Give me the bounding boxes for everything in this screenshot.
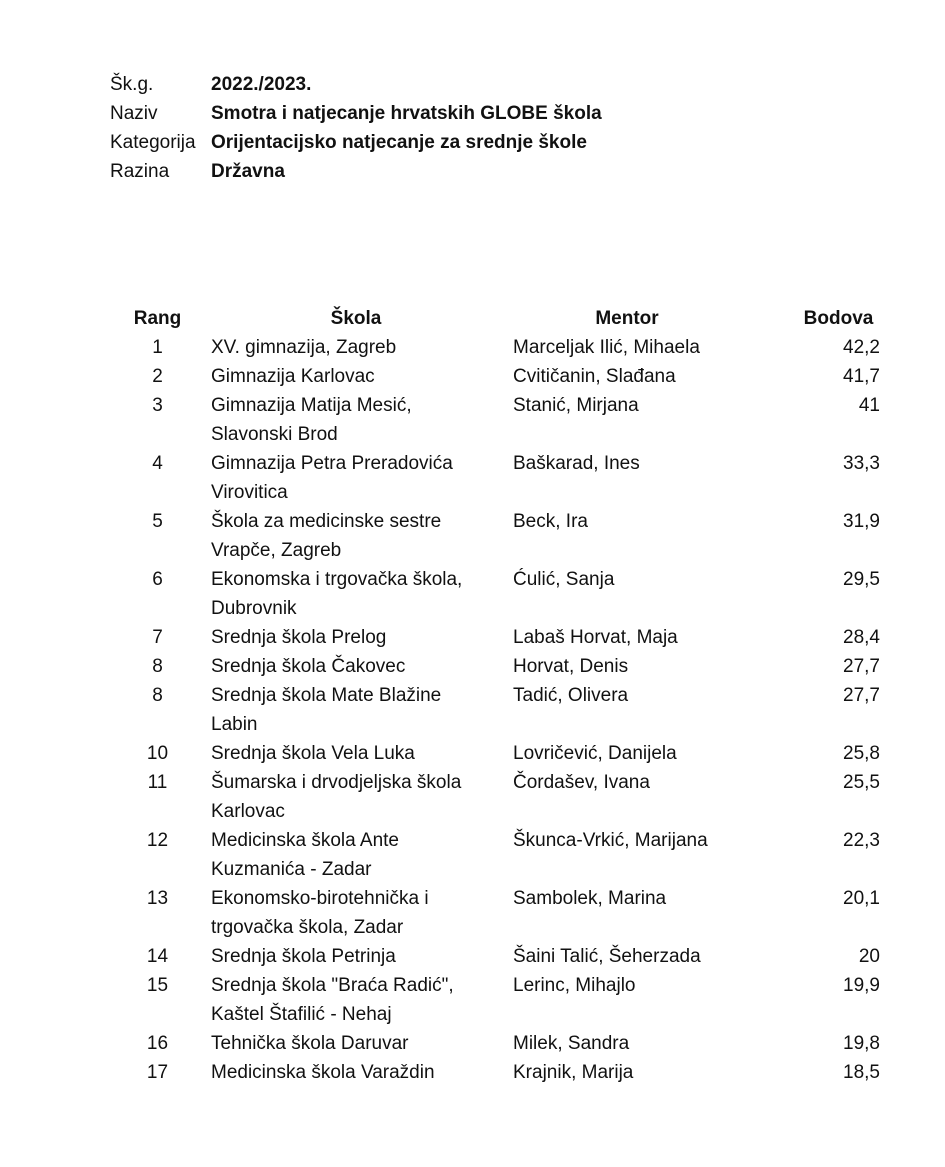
cell-mentor: Stanić, Mirjana — [513, 395, 639, 416]
cell-skola-line: Karlovac — [211, 801, 285, 822]
cell-mentor: Sambolek, Marina — [513, 888, 667, 909]
header-value: Smotra i natjecanje hrvatskih GLOBE škola — [211, 102, 602, 124]
cell-mentor: Škunca-Vrkić, Marijana — [513, 830, 708, 851]
cell-rang: 1 — [152, 337, 163, 358]
cell-skola — [205, 942, 507, 971]
cell-mentor: Baškarad, Ines — [513, 453, 640, 474]
cell-skola-line: Gimnazija Petra Preradovića — [211, 453, 453, 474]
cell-skola-line: Kaštel Štafilić - Nehaj — [211, 1004, 392, 1025]
cell-rang: 4 — [152, 453, 163, 474]
cell-skola — [205, 652, 507, 681]
header-row-level — [110, 157, 602, 186]
cell-rang: 8 — [152, 656, 163, 677]
cell-skola-line: Srednja škola Prelog — [211, 627, 387, 648]
cell-skola — [205, 1029, 507, 1058]
cell-rang: 13 — [146, 888, 169, 909]
cell-skola — [205, 1058, 507, 1087]
header-row-school-year — [110, 70, 602, 99]
cell-skola-line: Ekonomska i trgovačka škola, — [211, 569, 463, 590]
cell-mentor: Čordašev, Ivana — [513, 772, 650, 793]
cell-skola-line: Medicinska škola Varaždin — [211, 1062, 435, 1083]
column-header-mentor: Mentor — [595, 307, 659, 329]
cell-bodova: 42,2 — [843, 337, 880, 358]
results-table — [110, 304, 900, 1087]
cell-rang: 3 — [152, 395, 163, 416]
cell-skola — [205, 507, 507, 565]
cell-bodova: 18,5 — [843, 1062, 880, 1083]
cell-mentor: Lerinc, Mihajlo — [513, 975, 636, 996]
cell-bodova: 31,9 — [843, 511, 880, 532]
document-header — [110, 70, 602, 186]
cell-bodova: 25,8 — [843, 743, 880, 764]
table-row — [110, 449, 900, 507]
cell-mentor: Milek, Sandra — [513, 1033, 630, 1054]
cell-rang: 10 — [146, 743, 169, 764]
cell-mentor: Labaš Horvat, Maja — [513, 627, 678, 648]
cell-skola-line: Tehnička škola Daruvar — [211, 1033, 409, 1054]
table-row — [110, 739, 900, 768]
cell-mentor: Ćulić, Sanja — [513, 569, 615, 590]
cell-bodova: 28,4 — [843, 627, 880, 648]
table-row — [110, 362, 900, 391]
cell-skola — [205, 768, 507, 826]
cell-bodova: 41 — [858, 395, 880, 416]
column-header-skola: Škola — [330, 307, 382, 329]
cell-rang: 17 — [146, 1062, 169, 1083]
cell-rang: 15 — [146, 975, 169, 996]
cell-bodova: 19,8 — [843, 1033, 880, 1054]
cell-skola-line: Ekonomsko-birotehnička i — [211, 888, 429, 909]
cell-mentor: Šaini Talić, Šeherzada — [513, 946, 701, 967]
cell-rang: 6 — [152, 569, 163, 590]
table-row — [110, 333, 900, 362]
cell-mentor: Marceljak Ilić, Mihaela — [513, 337, 700, 358]
cell-skola — [205, 623, 507, 652]
header-label: Naziv — [110, 102, 158, 124]
cell-bodova: 20,1 — [843, 888, 880, 909]
cell-bodova: 22,3 — [843, 830, 880, 851]
cell-skola-line: Labin — [211, 714, 258, 735]
table-row — [110, 826, 900, 884]
table-row — [110, 652, 900, 681]
cell-skola — [205, 362, 507, 391]
cell-skola-line: Vrapče, Zagreb — [211, 540, 342, 561]
cell-mentor: Krajnik, Marija — [513, 1062, 634, 1083]
table-row — [110, 565, 900, 623]
cell-rang: 2 — [152, 366, 163, 387]
header-value: Orijentacijsko natjecanje za srednje škole — [211, 131, 587, 153]
cell-skola-line: Gimnazija Karlovac — [211, 366, 375, 387]
cell-bodova: 19,9 — [843, 975, 880, 996]
cell-bodova: 27,7 — [843, 685, 880, 706]
table-row — [110, 1058, 900, 1087]
cell-skola-line: Virovitica — [211, 482, 288, 503]
cell-rang: 12 — [146, 830, 169, 851]
cell-skola-line: Šumarska i drvodjeljska škola — [211, 772, 462, 793]
cell-skola — [205, 826, 507, 884]
table-body — [110, 333, 900, 1087]
cell-skola-line: Slavonski Brod — [211, 424, 338, 445]
cell-rang: 16 — [146, 1033, 169, 1054]
cell-bodova: 20 — [858, 946, 880, 967]
cell-skola — [205, 681, 507, 739]
header-label: Kategorija — [110, 131, 196, 153]
cell-rang: 7 — [152, 627, 163, 648]
table-header — [110, 304, 900, 333]
cell-skola-line: XV. gimnazija, Zagreb — [211, 337, 397, 358]
table-row — [110, 768, 900, 826]
table-row — [110, 623, 900, 652]
cell-rang: 5 — [152, 511, 163, 532]
table-row — [110, 391, 900, 449]
cell-skola-line: Srednja škola Petrinja — [211, 946, 396, 967]
cell-bodova: 33,3 — [843, 453, 880, 474]
cell-skola-line: Škola za medicinske sestre — [211, 511, 442, 532]
cell-mentor: Beck, Ira — [513, 511, 588, 532]
cell-bodova: 25,5 — [843, 772, 880, 793]
cell-skola-line: Medicinska škola Ante — [211, 830, 399, 851]
cell-skola — [205, 565, 507, 623]
cell-skola — [205, 449, 507, 507]
header-row-name — [110, 99, 602, 128]
header-label: Šk.g. — [110, 73, 154, 95]
cell-skola-line: Gimnazija Matija Mesić, — [211, 395, 412, 416]
table-row — [110, 507, 900, 565]
cell-rang: 8 — [152, 685, 163, 706]
cell-skola — [205, 884, 507, 942]
cell-rang: 14 — [146, 946, 169, 967]
table-row — [110, 681, 900, 739]
column-header-rang: Rang — [133, 307, 182, 329]
cell-skola-line: Dubrovnik — [211, 598, 297, 619]
cell-skola — [205, 333, 507, 362]
cell-skola — [205, 391, 507, 449]
cell-skola-line: Srednja škola Vela Luka — [211, 743, 415, 764]
cell-skola-line: Srednja škola Mate Blažine — [211, 685, 442, 706]
table-row — [110, 884, 900, 942]
column-header-bodova: Bodova — [803, 307, 874, 329]
header-value: Državna — [211, 160, 285, 182]
cell-mentor: Horvat, Denis — [513, 656, 629, 677]
cell-mentor: Lovričević, Danijela — [513, 743, 677, 764]
cell-skola-line: trgovačka škola, Zadar — [211, 917, 404, 938]
header-row-category — [110, 128, 602, 157]
cell-skola-line: Srednja škola Čakovec — [211, 656, 406, 677]
cell-skola-line: Kuzmanića - Zadar — [211, 859, 372, 880]
cell-skola-line: Srednja škola "Braća Radić", — [211, 975, 454, 996]
cell-rang: 11 — [147, 772, 168, 793]
cell-bodova: 41,7 — [843, 366, 880, 387]
cell-skola — [205, 739, 507, 768]
cell-bodova: 29,5 — [843, 569, 880, 590]
table-row — [110, 971, 900, 1029]
table-row — [110, 1029, 900, 1058]
cell-bodova: 27,7 — [843, 656, 880, 677]
header-value: 2022./2023. — [211, 73, 312, 95]
table-row — [110, 942, 900, 971]
cell-mentor: Tadić, Olivera — [513, 685, 629, 706]
cell-skola — [205, 971, 507, 1029]
cell-mentor: Cvitičanin, Slađana — [513, 366, 676, 387]
header-label: Razina — [110, 160, 170, 182]
